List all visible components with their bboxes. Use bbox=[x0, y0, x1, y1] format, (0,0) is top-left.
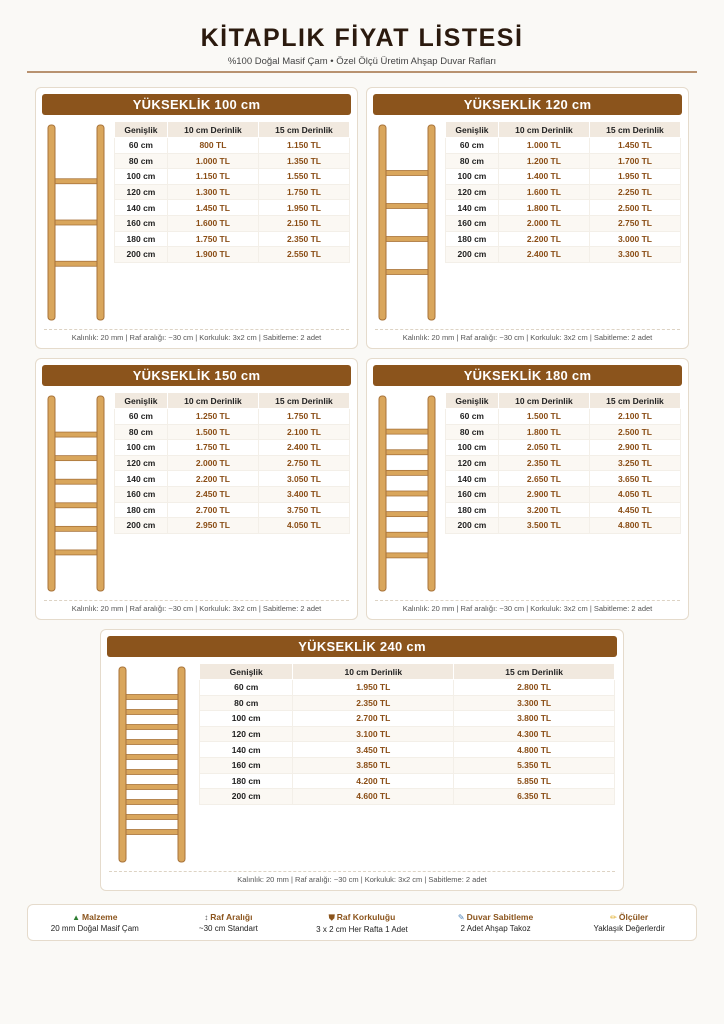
ladder-illustration bbox=[117, 666, 187, 863]
ladder-rail bbox=[119, 667, 126, 862]
price-cell: 800 TL bbox=[167, 138, 258, 154]
table-row bbox=[446, 153, 681, 169]
width-cell: 120 cm bbox=[446, 455, 499, 471]
card-title: YÜKSEKLİK 150 cm bbox=[42, 365, 351, 386]
width-cell: 60 cm bbox=[115, 409, 168, 425]
price-cell: 2.550 TL bbox=[258, 247, 349, 263]
legend-subtitle: Yaklaşık Değerlerdir bbox=[593, 924, 665, 933]
ladder-rail bbox=[178, 667, 185, 862]
width-cell: 160 cm bbox=[446, 215, 499, 231]
ladder-rung bbox=[385, 491, 429, 496]
table-row bbox=[446, 424, 681, 440]
ladder-rung bbox=[54, 432, 98, 437]
width-cell: 180 cm bbox=[200, 773, 293, 789]
column-header: 10 cm Derinlik bbox=[293, 664, 454, 680]
width-cell: 80 cm bbox=[200, 695, 293, 711]
price-cell: 2.900 TL bbox=[498, 486, 589, 502]
table-row bbox=[115, 215, 350, 231]
column-header: 10 cm Derinlik bbox=[498, 122, 589, 138]
ladder-illustration bbox=[46, 124, 106, 321]
legend-subtitle: ~30 cm Standart bbox=[198, 924, 258, 933]
price-cell: 3.500 TL bbox=[498, 518, 589, 534]
width-cell: 140 cm bbox=[446, 200, 499, 216]
price-cell: 1.450 TL bbox=[167, 200, 258, 216]
ladder-rung bbox=[125, 740, 179, 745]
price-cell: 4.600 TL bbox=[293, 789, 454, 805]
ladder-rung bbox=[385, 470, 429, 475]
table-row bbox=[200, 757, 615, 773]
price-cell: 4.300 TL bbox=[454, 726, 615, 742]
table-row bbox=[115, 455, 350, 471]
ladder-rung bbox=[54, 503, 98, 508]
ladder-rung bbox=[54, 179, 98, 184]
price-cell: 3.750 TL bbox=[258, 502, 349, 518]
card-title: YÜKSEKLİK 180 cm bbox=[373, 365, 682, 386]
price-cell: 2.000 TL bbox=[167, 455, 258, 471]
width-cell: 100 cm bbox=[200, 711, 293, 727]
price-card-120 bbox=[366, 87, 689, 349]
price-cell: 1.750 TL bbox=[258, 409, 349, 425]
ladder-rail bbox=[379, 125, 386, 320]
card-footer: Kalınlık: 20 mm | Raf aralığı: ~30 cm | Korkuluk: 3x2 cm | Sabitleme: 2 adet bbox=[375, 329, 680, 342]
price-cell: 3.250 TL bbox=[589, 455, 680, 471]
price-cell: 5.350 TL bbox=[454, 757, 615, 773]
column-header: 10 cm Derinlik bbox=[167, 122, 258, 138]
card-footer: Kalınlık: 20 mm | Raf aralığı: ~30 cm | Korkuluk: 3x2 cm | Sabitleme: 2 adet bbox=[109, 871, 615, 884]
price-cell: 2.500 TL bbox=[589, 200, 680, 216]
price-cell: 4.050 TL bbox=[258, 518, 349, 534]
price-cell: 1.500 TL bbox=[167, 424, 258, 440]
price-cell: 1.300 TL bbox=[167, 184, 258, 200]
price-cell: 3.000 TL bbox=[589, 231, 680, 247]
price-cell: 2.500 TL bbox=[589, 424, 680, 440]
width-cell: 180 cm bbox=[115, 231, 168, 247]
price-card-180 bbox=[366, 358, 689, 620]
width-cell: 160 cm bbox=[446, 486, 499, 502]
ladder-rung bbox=[125, 710, 179, 715]
table-row bbox=[115, 486, 350, 502]
price-cell: 2.400 TL bbox=[498, 247, 589, 263]
width-cell: 160 cm bbox=[200, 757, 293, 773]
price-cell: 4.800 TL bbox=[589, 518, 680, 534]
price-cell: 1.450 TL bbox=[589, 138, 680, 154]
price-cell: 2.750 TL bbox=[589, 215, 680, 231]
ladder-illustration bbox=[377, 395, 437, 592]
column-header: Genişlik bbox=[115, 122, 168, 138]
price-cell: 1.600 TL bbox=[498, 184, 589, 200]
price-cell: 4.200 TL bbox=[293, 773, 454, 789]
width-cell: 100 cm bbox=[115, 169, 168, 185]
width-cell: 60 cm bbox=[115, 138, 168, 154]
price-cell: 2.650 TL bbox=[498, 471, 589, 487]
width-cell: 120 cm bbox=[446, 184, 499, 200]
ladder-rung bbox=[385, 270, 429, 275]
price-cell: 2.800 TL bbox=[454, 680, 615, 696]
width-cell: 120 cm bbox=[115, 455, 168, 471]
price-cell: 5.850 TL bbox=[454, 773, 615, 789]
price-cell: 2.950 TL bbox=[167, 518, 258, 534]
table-row bbox=[115, 231, 350, 247]
width-cell: 100 cm bbox=[446, 440, 499, 456]
ladder-rail bbox=[97, 125, 104, 320]
price-cell: 1.200 TL bbox=[498, 153, 589, 169]
table-row bbox=[446, 200, 681, 216]
ladder-rail bbox=[48, 396, 55, 591]
table-row bbox=[446, 486, 681, 502]
ladder-rung bbox=[54, 261, 98, 266]
price-cell: 2.700 TL bbox=[293, 711, 454, 727]
table-row bbox=[446, 440, 681, 456]
price-cell: 4.050 TL bbox=[589, 486, 680, 502]
ladder-rung bbox=[125, 785, 179, 790]
price-cell: 1.250 TL bbox=[167, 409, 258, 425]
ladder-rung bbox=[125, 725, 179, 730]
price-cell: 1.750 TL bbox=[167, 231, 258, 247]
table-row bbox=[115, 247, 350, 263]
ladder-illustration bbox=[46, 395, 106, 592]
price-cell: 1.750 TL bbox=[167, 440, 258, 456]
price-cell: 3.300 TL bbox=[589, 247, 680, 263]
price-cell: 4.800 TL bbox=[454, 742, 615, 758]
width-cell: 80 cm bbox=[446, 153, 499, 169]
legend-subtitle: 20 mm Doğal Masif Çam bbox=[50, 924, 139, 933]
card-footer: Kalınlık: 20 mm | Raf aralığı: ~30 cm | Korkuluk: 3x2 cm | Sabitleme: 2 adet bbox=[44, 600, 349, 613]
legend-item bbox=[429, 912, 563, 933]
table-row bbox=[446, 455, 681, 471]
width-cell: 160 cm bbox=[115, 215, 168, 231]
spacing-icon: ↕ bbox=[204, 913, 209, 922]
ladder-rung bbox=[385, 553, 429, 558]
price-cell: 1.950 TL bbox=[258, 200, 349, 216]
table-row bbox=[115, 200, 350, 216]
price-cell: 2.050 TL bbox=[498, 440, 589, 456]
table-row bbox=[115, 138, 350, 154]
price-cell: 1.950 TL bbox=[589, 169, 680, 185]
price-cell: 2.100 TL bbox=[589, 409, 680, 425]
column-header: 10 cm Derinlik bbox=[167, 393, 258, 409]
price-card-150 bbox=[35, 358, 358, 620]
table-row bbox=[446, 471, 681, 487]
width-cell: 200 cm bbox=[115, 518, 168, 534]
price-cell: 1.000 TL bbox=[498, 138, 589, 154]
price-cell: 2.750 TL bbox=[258, 455, 349, 471]
table-row bbox=[115, 440, 350, 456]
price-cell: 1.350 TL bbox=[258, 153, 349, 169]
price-cell: 6.350 TL bbox=[454, 789, 615, 805]
price-cell: 1.700 TL bbox=[589, 153, 680, 169]
table-row bbox=[446, 231, 681, 247]
price-cell: 1.900 TL bbox=[167, 247, 258, 263]
price-table bbox=[114, 121, 350, 263]
price-table bbox=[199, 663, 615, 805]
price-cell: 3.450 TL bbox=[293, 742, 454, 758]
width-cell: 140 cm bbox=[115, 471, 168, 487]
page-title: KİTAPLIK FİYAT LİSTESİ bbox=[200, 24, 524, 52]
ladder-rung bbox=[125, 815, 179, 820]
price-cell: 2.400 TL bbox=[258, 440, 349, 456]
price-cell: 3.400 TL bbox=[258, 486, 349, 502]
width-cell: 140 cm bbox=[115, 200, 168, 216]
width-cell: 120 cm bbox=[115, 184, 168, 200]
ladder-rung bbox=[385, 532, 429, 537]
column-header: Genişlik bbox=[200, 664, 293, 680]
column-header: 15 cm Derinlik bbox=[258, 122, 349, 138]
table-row bbox=[115, 518, 350, 534]
width-cell: 200 cm bbox=[115, 247, 168, 263]
price-table bbox=[445, 121, 681, 263]
width-cell: 180 cm bbox=[115, 502, 168, 518]
table-row bbox=[200, 680, 615, 696]
price-cell: 1.750 TL bbox=[258, 184, 349, 200]
price-cell: 1.600 TL bbox=[167, 215, 258, 231]
table-row bbox=[446, 518, 681, 534]
ladder-rung bbox=[385, 512, 429, 517]
ladder-rail bbox=[97, 396, 104, 591]
price-cell: 1.800 TL bbox=[498, 200, 589, 216]
width-cell: 180 cm bbox=[446, 502, 499, 518]
price-cell: 2.000 TL bbox=[498, 215, 589, 231]
price-cell: 1.000 TL bbox=[167, 153, 258, 169]
table-row bbox=[446, 169, 681, 185]
ruler-icon: ✏ bbox=[610, 913, 617, 922]
width-cell: 120 cm bbox=[200, 726, 293, 742]
width-cell: 140 cm bbox=[200, 742, 293, 758]
info-legend bbox=[27, 904, 697, 941]
ladder-rung bbox=[54, 526, 98, 531]
ladder-illustration bbox=[377, 124, 437, 321]
table-row bbox=[446, 409, 681, 425]
price-card-240 bbox=[100, 629, 624, 891]
ladder-rung bbox=[125, 695, 179, 700]
width-cell: 140 cm bbox=[446, 471, 499, 487]
table-row bbox=[115, 184, 350, 200]
ladder-rung bbox=[125, 770, 179, 775]
width-cell: 180 cm bbox=[446, 231, 499, 247]
column-header: 15 cm Derinlik bbox=[589, 393, 680, 409]
price-cell: 1.550 TL bbox=[258, 169, 349, 185]
price-cell: 3.200 TL bbox=[498, 502, 589, 518]
price-card-100 bbox=[35, 87, 358, 349]
ladder-rung bbox=[385, 204, 429, 209]
table-row bbox=[200, 773, 615, 789]
width-cell: 160 cm bbox=[115, 486, 168, 502]
width-cell: 100 cm bbox=[446, 169, 499, 185]
price-cell: 2.200 TL bbox=[167, 471, 258, 487]
ladder-rung bbox=[385, 429, 429, 434]
table-row bbox=[446, 502, 681, 518]
price-cell: 1.950 TL bbox=[293, 680, 454, 696]
price-cell: 3.100 TL bbox=[293, 726, 454, 742]
card-title: YÜKSEKLİK 120 cm bbox=[373, 94, 682, 115]
table-row bbox=[446, 215, 681, 231]
ladder-rung bbox=[385, 450, 429, 455]
card-title: YÜKSEKLİK 240 cm bbox=[107, 636, 617, 657]
price-cell: 4.450 TL bbox=[589, 502, 680, 518]
width-cell: 60 cm bbox=[446, 138, 499, 154]
legend-item bbox=[28, 912, 162, 933]
price-cell: 1.800 TL bbox=[498, 424, 589, 440]
table-row bbox=[446, 138, 681, 154]
ladder-rung bbox=[385, 171, 429, 176]
width-cell: 80 cm bbox=[115, 424, 168, 440]
price-cell: 2.350 TL bbox=[293, 695, 454, 711]
legend-title: Malzeme bbox=[82, 912, 118, 922]
table-row bbox=[115, 169, 350, 185]
price-cell: 3.300 TL bbox=[454, 695, 615, 711]
legend-title: Raf Korkuluğu bbox=[336, 911, 396, 922]
legend-subtitle: 3 x 2 cm Her Rafta 1 Adet bbox=[316, 924, 408, 934]
width-cell: 200 cm bbox=[200, 789, 293, 805]
ladder-rail bbox=[48, 125, 55, 320]
card-footer: Kalınlık: 20 mm | Raf aralığı: ~30 cm | Korkuluk: 3x2 cm | Sabitleme: 2 adet bbox=[375, 600, 680, 613]
ladder-rail bbox=[379, 396, 386, 591]
ladder-rung bbox=[54, 220, 98, 225]
table-row bbox=[115, 471, 350, 487]
price-cell: 2.450 TL bbox=[167, 486, 258, 502]
price-cell: 2.900 TL bbox=[589, 440, 680, 456]
ladder-rail bbox=[428, 125, 435, 320]
price-cell: 2.200 TL bbox=[498, 231, 589, 247]
column-header: Genişlik bbox=[446, 393, 499, 409]
column-header: 15 cm Derinlik bbox=[258, 393, 349, 409]
ladder-rung bbox=[125, 830, 179, 835]
price-cell: 2.100 TL bbox=[258, 424, 349, 440]
legend-title: Ölçüler bbox=[618, 912, 649, 922]
card-footer: Kalınlık: 20 mm | Raf aralığı: ~30 cm | Korkuluk: 3x2 cm | Sabitleme: 2 adet bbox=[44, 329, 349, 342]
ladder-rung bbox=[125, 800, 179, 805]
table-row bbox=[200, 695, 615, 711]
ladder-rail bbox=[428, 396, 435, 591]
price-cell: 3.850 TL bbox=[293, 757, 454, 773]
legend-item bbox=[295, 912, 429, 934]
column-header: Genişlik bbox=[446, 122, 499, 138]
price-cell: 3.050 TL bbox=[258, 471, 349, 487]
column-header: Genişlik bbox=[115, 393, 168, 409]
price-cell: 2.150 TL bbox=[258, 215, 349, 231]
title-divider bbox=[27, 71, 697, 73]
table-row bbox=[115, 409, 350, 425]
width-cell: 200 cm bbox=[446, 518, 499, 534]
table-row bbox=[200, 742, 615, 758]
price-cell: 2.700 TL bbox=[167, 502, 258, 518]
card-title: YÜKSEKLİK 100 cm bbox=[42, 94, 351, 115]
table-row bbox=[446, 184, 681, 200]
width-cell: 60 cm bbox=[200, 680, 293, 696]
legend-subtitle: 2 Adet Ahşap Takoz bbox=[460, 924, 531, 933]
ladder-rung bbox=[385, 237, 429, 242]
table-row bbox=[200, 711, 615, 727]
table-row bbox=[115, 424, 350, 440]
legend-title: Duvar Sabitleme bbox=[466, 912, 534, 922]
price-table bbox=[114, 392, 350, 534]
legend-title: Raf Aralığı bbox=[210, 912, 253, 922]
legend-item bbox=[162, 912, 296, 933]
column-header: 10 cm Derinlik bbox=[498, 393, 589, 409]
width-cell: 80 cm bbox=[446, 424, 499, 440]
price-cell: 1.500 TL bbox=[498, 409, 589, 425]
shield-icon: ⛊ bbox=[328, 912, 335, 922]
column-header: 15 cm Derinlik bbox=[454, 664, 615, 680]
price-cell: 1.400 TL bbox=[498, 169, 589, 185]
price-table bbox=[445, 392, 681, 534]
ladder-rung bbox=[54, 550, 98, 555]
price-cell: 1.150 TL bbox=[167, 169, 258, 185]
price-cell: 3.650 TL bbox=[589, 471, 680, 487]
width-cell: 200 cm bbox=[446, 247, 499, 263]
table-row bbox=[200, 789, 615, 805]
width-cell: 60 cm bbox=[446, 409, 499, 425]
ladder-rung bbox=[125, 755, 179, 760]
ladder-rung bbox=[54, 479, 98, 484]
column-header: 15 cm Derinlik bbox=[589, 122, 680, 138]
price-cell: 2.350 TL bbox=[258, 231, 349, 247]
ladder-rung bbox=[54, 456, 98, 461]
table-row bbox=[446, 247, 681, 263]
tree-icon: ▲ bbox=[72, 913, 81, 922]
legend-item bbox=[562, 912, 696, 933]
table-row bbox=[115, 153, 350, 169]
table-row bbox=[115, 502, 350, 518]
wrench-icon: ✎ bbox=[457, 913, 465, 922]
price-cell: 2.350 TL bbox=[498, 455, 589, 471]
price-cell: 2.250 TL bbox=[589, 184, 680, 200]
price-cell: 3.800 TL bbox=[454, 711, 615, 727]
price-cell: 1.150 TL bbox=[258, 138, 349, 154]
width-cell: 100 cm bbox=[115, 440, 168, 456]
table-row bbox=[200, 726, 615, 742]
page-subtitle: %100 Doğal Masif Çam • Özel Ölçü Üretim Ahşap Duvar Rafları bbox=[227, 56, 497, 67]
width-cell: 80 cm bbox=[115, 153, 168, 169]
